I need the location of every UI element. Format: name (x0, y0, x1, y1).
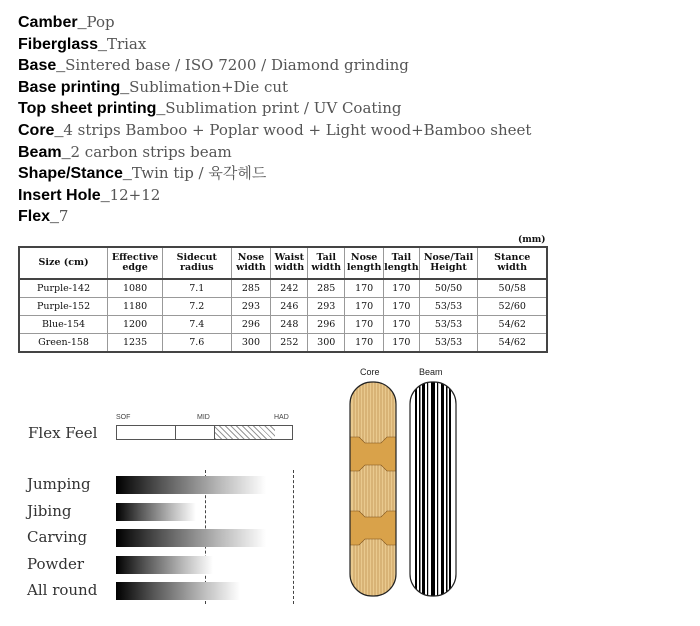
spec-flex: Flex_7 (18, 207, 69, 226)
spec-fiberglass: Fiberglass_Triax (18, 34, 147, 53)
flex-bar-divider (175, 426, 176, 439)
cell: 246 (271, 298, 308, 316)
cell: 170 (384, 298, 420, 316)
cell: 242 (271, 279, 308, 298)
cell: 7.2 (163, 298, 232, 316)
cell: 7.1 (163, 279, 232, 298)
cell: 1235 (108, 334, 163, 353)
spec-core: Core_4 strips Bamboo + Poplar wood + Light wood+Bamboo sheet (18, 120, 532, 139)
cell: 300 (231, 334, 271, 353)
header-sidecut: Sidecut radius (163, 247, 232, 279)
table-header-row (19, 247, 547, 279)
header-effective-edge: Effective edge (108, 247, 163, 279)
header-tail-width: Tail width (308, 247, 345, 279)
cell: 7.6 (163, 334, 232, 353)
feel-label-all-round: All round (27, 581, 98, 599)
feel-bar-powder (116, 556, 213, 574)
size-table (18, 246, 548, 353)
feel-bar-jibing (116, 503, 196, 521)
guide-line-max (293, 470, 294, 604)
cell: 1180 (108, 298, 163, 316)
feel-bar-carving (116, 529, 266, 547)
cell: 300 (308, 334, 345, 353)
cell: 252 (271, 334, 308, 353)
header-waist-width: Waist width (271, 247, 308, 279)
spec-base-printing: Base printing_Sublimation+Die cut (18, 77, 289, 96)
cell: 7.4 (163, 316, 232, 334)
cell: 53/53 (419, 298, 478, 316)
flex-rating-fill (214, 426, 275, 439)
cell: 170 (345, 279, 384, 298)
feel-label-jumping: Jumping (27, 475, 91, 493)
cell: 293 (308, 298, 345, 316)
spec-shape: Shape/Stance_Twin tip / 육각헤드 (18, 164, 267, 183)
cell: 170 (384, 334, 420, 353)
spec-beam: Beam_2 carbon strips beam (18, 142, 232, 161)
cell: 53/53 (419, 334, 478, 353)
spec-base: Base_Sintered base / ISO 7200 / Diamond grinding (18, 56, 409, 75)
cell: Green-158 (19, 334, 108, 353)
cell: 170 (384, 316, 420, 334)
cell: 53/53 (419, 316, 478, 334)
header-tail-length: Tail length (384, 247, 420, 279)
cell: 52/60 (478, 298, 547, 316)
core-board-illustration (349, 381, 397, 597)
table-row (19, 334, 547, 353)
flex-scale-hard: HAD (274, 414, 289, 421)
cell: 285 (308, 279, 345, 298)
header-height: Nose/Tail Height (419, 247, 478, 279)
cell: 170 (345, 298, 384, 316)
beam-caption: Beam (419, 367, 443, 377)
cell: Blue-154 (19, 316, 108, 334)
spec-top-sheet: Top sheet printing_Sublimation print / UV Coating (18, 99, 402, 118)
cell: Purple-142 (19, 279, 108, 298)
spec-insert-hole: Insert Hole_12+12 (18, 185, 161, 204)
cell: 1080 (108, 279, 163, 298)
flex-feel-bar (116, 425, 293, 440)
feel-bar-all-round (116, 582, 240, 600)
flex-feel-label: Flex Feel (28, 424, 98, 442)
table-row (19, 279, 547, 298)
flex-scale-soft: SOF (116, 414, 131, 421)
cell: 170 (345, 334, 384, 353)
header-nose-width: Nose width (231, 247, 271, 279)
spec-list (18, 12, 531, 228)
cell: Purple-152 (19, 298, 108, 316)
feel-label-jibing: Jibing (27, 502, 72, 520)
cell: 248 (271, 316, 308, 334)
header-size: Size (cm) (19, 247, 108, 279)
cell: 54/62 (478, 316, 547, 334)
core-caption: Core (360, 367, 380, 377)
flex-scale-mid: MID (197, 414, 210, 421)
cell: 170 (384, 279, 420, 298)
header-nose-length: Nose length (345, 247, 384, 279)
feel-label-carving: Carving (27, 528, 88, 546)
header-stance-width: Stance width (478, 247, 547, 279)
cell: 285 (231, 279, 271, 298)
table-row (19, 316, 547, 334)
unit-label: (mm) (518, 235, 546, 245)
cell: 296 (231, 316, 271, 334)
feel-bar-jumping (116, 476, 266, 494)
feel-label-powder: Powder (27, 555, 85, 573)
spec-camber: Camber_Pop (18, 13, 115, 31)
cell: 50/58 (478, 279, 547, 298)
cell: 293 (231, 298, 271, 316)
cell: 54/62 (478, 334, 547, 353)
beam-board-illustration (409, 381, 457, 597)
cell: 50/50 (419, 279, 478, 298)
table-row (19, 298, 547, 316)
cell: 296 (308, 316, 345, 334)
cell: 170 (345, 316, 384, 334)
cell: 1200 (108, 316, 163, 334)
